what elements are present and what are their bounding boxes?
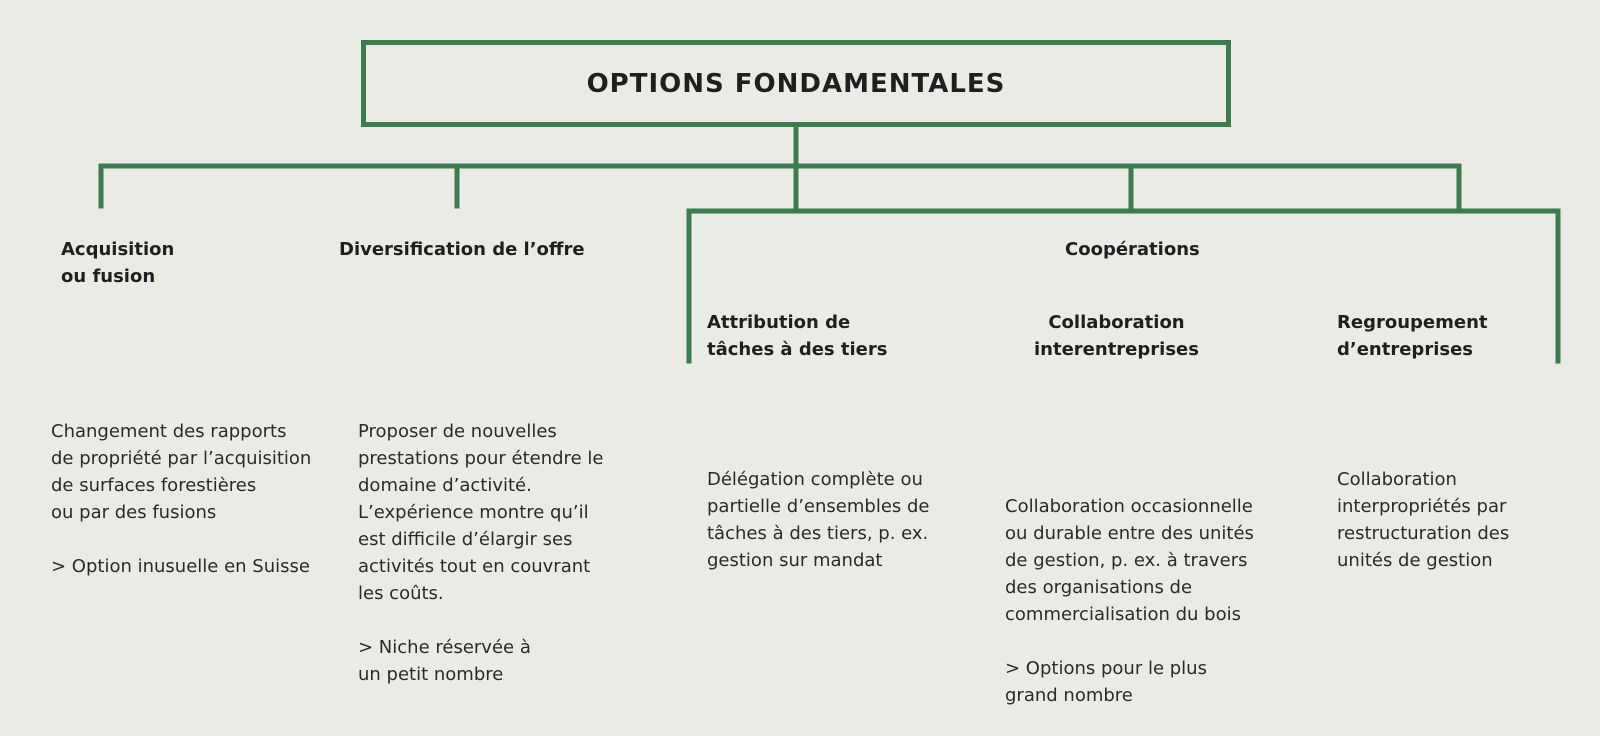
attribution-heading: Attribution de tâches à des tiers: [707, 312, 888, 360]
diversification-note: > Niche réservée à un petit nombre: [358, 637, 531, 685]
root-title: OPTIONS FONDAMENTALES: [586, 68, 1006, 99]
diversification-description: Proposer de nouvelles prestations pour étendre le domaine d’activité. L’expérience montre qu’il est difficile d’élargir ses activités tout en couvrant les coûts.: [358, 421, 604, 604]
regroupement-description: Collaboration interpropriétés par restructuration des unités de gestion: [1337, 469, 1510, 571]
acquisition-heading: Acquisition ou fusion: [61, 239, 175, 287]
collaboration-note: > Options pour le plus grand nombre: [1005, 658, 1207, 706]
diversification-heading: Diversification de l’offre: [339, 239, 585, 260]
collaboration-description: Collaboration occasionnelle ou durable entre des unités de gestion, p. ex. à travers des organisations de commercialisation du bois: [1005, 496, 1254, 625]
acquisition-note: > Option inusuelle en Suisse: [51, 556, 310, 577]
collaboration-description-block: [1005, 466, 1254, 736]
acquisition-description: Changement des rapports de propriété par l’acquisition de surfaces forestières ou par des fusions: [51, 421, 312, 523]
diversification-description-block: [358, 391, 603, 715]
collaboration-heading: Collaboration interentreprises: [1034, 312, 1199, 360]
acquisition-description-block: [51, 391, 311, 607]
root-node-box: [361, 40, 1231, 127]
cooperations-heading: Coopérations: [1065, 239, 1200, 260]
regroupement-heading: Regroupement d’entreprises: [1337, 312, 1488, 360]
attribution-description: Délégation complète ou partielle d’ensembles de tâches à des tiers, p. ex. gestion sur mandat: [707, 469, 930, 571]
